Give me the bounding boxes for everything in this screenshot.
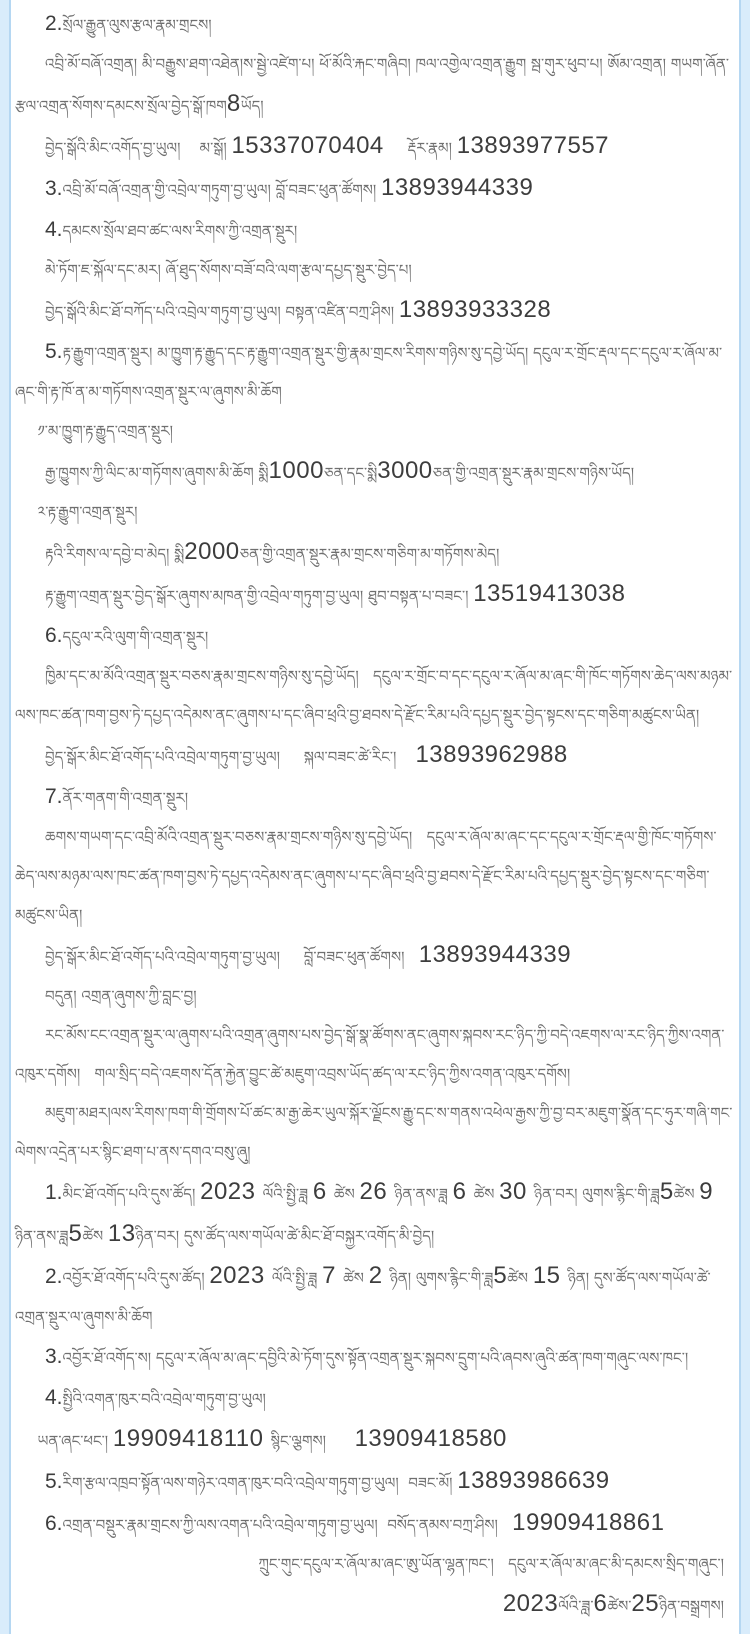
paragraph [15, 332, 734, 412]
tibetan-text-run: འགྲན་བསྡུར་རྣམ་གྲངས་ཀྱི་ལས་འགན་པའི་འབྲེལ་གཏུག་བྱ་ཡུལ། བསོད་ནམས་བཀྲ་ཤིས། [62, 1516, 513, 1534]
paragraph [15, 1503, 734, 1545]
paragraph [15, 977, 734, 1016]
number-run: 13 [107, 1220, 136, 1247]
section-number: 7. [45, 785, 63, 808]
number-run: 9 [699, 1178, 714, 1205]
tibetan-text-run: ༡་མ་ཁྱུག་རྟ་རྒྱུད་འགྲན་སྡུར། [37, 422, 173, 440]
section-number: 4. [45, 1386, 63, 1409]
tibetan-text-run: ཁྱིམ་དང་མ་མོའི་འགྲན་སྡུར་བཅས་རྣམ་གྲངས་གཉིས་སུ་དབྱེ་ཡོད། དངུལ་ར་གྲོང་བ་དང་དངུལ་ར་ཞོལ་མ་ཞང་གི་ཁོང་གཏོགས་ཆེད་ལས་མཉམ་ལས་ཁང་ཚན་ཁག་བྱས་ཏེ་དཔྱད་འདེམས་ནང་ཞུགས་པ་དང་ཞིབ་ཕྲའི་བྱ་ཐབས་དེ་རྫོང་རིམ་པའི་དཔྱད་སྡུར་བྱེད་སྟངས་དང་གཅིག་མཚུངས་ཡིན། [15, 667, 733, 724]
paragraph [15, 735, 734, 777]
number-run: 13893962988 [415, 741, 568, 768]
paragraph [15, 1584, 734, 1626]
paragraph [15, 126, 734, 168]
tibetan-text-run: རིག་རྩལ་འཁྲབ་སྟོན་ལས་གཉེར་འགན་ཁུར་བའི་འབྲེལ་གཏུག་བྱ་ཡུལ། བཟང་མོ། [62, 1474, 458, 1492]
paragraph [15, 1419, 734, 1461]
section-number: 4. [45, 218, 63, 241]
paragraph [15, 818, 734, 935]
tibetan-text-run: ཉིན། དུས་ཚོད་ལས་གཡོལ་ཚེ་འགྲན་སྡུར་ལ་ཞུགས་མི་ཆོག [15, 1269, 711, 1326]
tibetan-text-run: རྟ་རྒྱུག་འགྲན་སྡུར་བྱེད་སྒོར་ཞུགས་མཁན་གྱི་འབྲེལ་གཏུག་བྱ་ཡུལ། ཐུབ་བསྟན་པ་བཟང་། [45, 587, 474, 605]
tibetan-text-run: མེ་ཏོག་ཇ་སྐོལ་དང་མར། ཞོ་ཐུད་སོགས་བཟོ་བའི་ལག་རྩལ་དཔྱད་སྡུར་བྱེད་པ། [45, 261, 412, 279]
number-run: 13893977557 [456, 132, 610, 159]
tibetan-text-run: ཅན་གྱི་འགྲན་སྡུར་རྣམ་གྲངས་གཉིས་ཡོད། [432, 464, 635, 482]
number-run: 13893933328 [398, 296, 552, 323]
section-number: 3. [45, 177, 63, 200]
number-run: 19909418110 [112, 1425, 271, 1452]
paragraph [15, 1378, 734, 1419]
paragraph [15, 251, 734, 290]
number-run: 2023 [209, 1262, 272, 1289]
tibetan-text-run: འབྱོར་ཐོ་འགོད་ས། དངུལ་ར་ཞོལ་མ་ཞང་དབྱིའི་མེ་ཏོག་དུས་སྟོན་འགྲན་སྡུར་སྐབས་དྲུག་པའི་ཞབས་ཞུའི་ཚན་ཁག་གཞུང་ལས་ཁང་། [62, 1349, 689, 1367]
paragraph [15, 290, 734, 332]
paragraph [15, 210, 734, 251]
number-run: 5 [68, 1220, 83, 1247]
page-border-right [739, 0, 750, 1634]
tibetan-text-run: སྲོལ་རྒྱུན་ལུས་རྩལ་རྣམ་གྲངས། [62, 16, 212, 34]
tibetan-text-run: རྡོར་རྣམ། [383, 139, 457, 157]
number-run: 13909418580 [354, 1425, 507, 1452]
number-run: 5 [659, 1178, 674, 1205]
tibetan-text-run: ཉིན་ནས་ཟླ [15, 1227, 69, 1245]
number-run: 19909418861 [512, 1509, 665, 1536]
paragraph [15, 1461, 734, 1503]
tibetan-text-run: རྒྱ་ཁྱུགས་ཀྱི་ལིང་མ་གཏོགས་ཞུགས་མི་ཆོག སྨི [45, 464, 269, 482]
tibetan-text-run: ལོའི་ཟླ་ [558, 1597, 594, 1615]
tibetan-text-run: འབྲི་མོ་བཞོ་འགྲན། མི་བརྒྱུས་ཐག་འཐེན།ས་སྦྱེ་འཛེག་པ། ཕོ་མོའི་རྐང་གཞིབ། ཁལ་འགྱེལ་འགྲན་རྒྱུག སྦ་གུར་ཕུབ་པ། ཨོམ་འགྲན། གཡག་ཞོན་རྩལ་འགྲན་སོགས་དམངས་སྲོལ་བྱེད་སྒོ་ཁག [15, 55, 730, 115]
tibetan-text-run: བྱེད་སྒོའི་མིང་ཐོ་བཀོད་པའི་འབྲེལ་གཏུག་བྱ་ཡུལ། བསྟན་འཛིན་བཀྲ་ཤིས། [45, 303, 399, 321]
tibetan-text-run: མཇུག་མཐར།ལས་རིགས་ཁག་གི་གྲོགས་པོ་ཚང་མ་རྒྱ་ཆེར་ཡུལ་སྐོར་ལྗོངས་རྒྱུ་དང་ས་གནས་འཕེལ་རྒྱས་ཀྱི་བྱ་བར་མཇུག་སྣོན་དང་ཧུར་གཞི་གང་ལེགས་འདྲེན་པར་སྙིང་ཐག་པ་ནས་དགའ་བསུ་ཞུ། [15, 1104, 733, 1161]
paragraph [15, 532, 734, 574]
tibetan-text-run: དངུལ་རའི་ལུག་གི་འགྲན་སྡུར། [62, 628, 209, 646]
tibetan-text-run: ནོར་གནག་གི་འགྲན་སྡུར། [62, 789, 189, 807]
tibetan-text-run: རྟའི་རིགས་ལ་དབྱེ་བ་མེད། སྨི [45, 545, 185, 563]
number-run: 2023 [502, 1590, 559, 1617]
tibetan-text-run: འབྲི་མོ་བཞོ་འགྲན་གྱི་འབྲེལ་གཏུག་བྱ་ཡུལ། བློ་བཟང་ཕུན་ཚོགས། [62, 181, 381, 199]
tibetan-text-run: ཚེས [333, 1185, 360, 1203]
tibetan-text-run: ཉིན་ནས་ཟླ [394, 1185, 453, 1203]
tibetan-text-run: བདུན། འགྲན་ཞུགས་ཀྱི་བླང་བྱ། [45, 987, 197, 1005]
paragraph [15, 4, 734, 45]
tibetan-text-run: ཉིན་བསྒྲགས། [659, 1597, 724, 1615]
number-run: 13893944339 [418, 941, 572, 968]
number-run: 2023 [200, 1178, 263, 1205]
number-run: 25 [631, 1590, 660, 1617]
number-run: 6 [452, 1178, 474, 1205]
number-run: 7 [322, 1262, 344, 1289]
section-number: 5. [45, 340, 63, 363]
number-run: 15 [532, 1262, 568, 1289]
section-number: 6. [45, 624, 63, 647]
tibetan-text-run: ཅན་གྱི་འགྲན་སྡུར་རྣམ་གྲངས་གཅིག་མ་གཏོགས་མེད། [239, 545, 500, 563]
number-run: 2000 [184, 538, 240, 565]
tibetan-text-run: ལོའི་སྤྱི་ཟླ [262, 1185, 313, 1203]
paragraph [15, 574, 734, 616]
section-number: 2. [45, 12, 63, 35]
tibetan-text-run: ཉིན་བར། དུས་ཚོད་ལས་གཡོལ་ཚེ་མིང་ཐོ་བསྐྱར་འགོད་མི་བྱེད། [135, 1227, 435, 1245]
tibetan-text-run: འབྱོར་ཐོ་འགོད་པའི་དུས་ཚོད། [62, 1269, 210, 1287]
number-run: 30 [499, 1178, 535, 1205]
number-run: 8 [226, 90, 241, 117]
number-run: 13893986639 [457, 1467, 610, 1494]
section-number: 3. [45, 1345, 63, 1368]
paragraph [15, 1094, 734, 1172]
tibetan-text-run: བྱེད་སྒོར་མིང་ཐོ་འགོད་པའི་འབྲེལ་གཏུག་བྱ་ཡུལ། བློ་བཟང་ཕུན་ཚོགས། [45, 948, 419, 966]
paragraph [15, 1172, 734, 1256]
tibetan-text-run: ཀྲུང་གུང་དངུལ་ར་ཞོལ་མ་ཞང་ཨུ་ཡོན་ལྷན་ཁང་། དངུལ་ར་ཞོལ་མ་ཞང་མི་དམངས་སྲིད་གཞུང་། [258, 1555, 724, 1573]
paragraph [15, 935, 734, 977]
number-run: 6 [312, 1178, 334, 1205]
tibetan-text-run: ༢་རྟ་རྒྱུག་འགྲན་སྡུར། [37, 503, 138, 521]
paragraph [15, 451, 734, 493]
number-run: 3000 [377, 457, 433, 484]
section-number: 1. [45, 1181, 63, 1204]
tibetan-text-run: ཉིན་བར། ལུགས་རྙིང་གི་ཟླ [534, 1185, 660, 1203]
tibetan-text-run: ཉིན། ལུགས་རྙིང་གི་ཟླ [389, 1269, 494, 1287]
section-number: 2. [45, 1265, 63, 1288]
section-number: 5. [45, 1470, 63, 1493]
tibetan-text-run: བྱེད་སྒོར་མིང་ཐོ་འགོད་པའི་འབྲེལ་གཏུག་བྱ་ཡུལ། སྐལ་བཟང་ཚེ་རིང་། [45, 748, 416, 766]
paragraph [15, 412, 734, 451]
paragraph [15, 45, 734, 126]
tibetan-text-run: ཚེས [673, 1185, 700, 1203]
number-run: 5 [493, 1262, 508, 1289]
tibetan-text-run: མིང་ཐོ་འགོད་པའི་དུས་ཚོད། [62, 1185, 201, 1203]
paragraph [15, 1256, 734, 1337]
tibetan-text-run: ལོའི་སྤྱི་ཟླ [271, 1269, 323, 1287]
tibetan-text-run: སྤྱིའི་འགན་ཁུར་བའི་འབྲེལ་གཏུག་བྱ་ཡུལ། [62, 1390, 266, 1408]
number-run: 13519413038 [473, 580, 626, 607]
number-run: 26 [359, 1178, 395, 1205]
tibetan-text-run: བྱེད་སྒོའི་མིང་འགོད་བྱ་ཡུལ། མ་སྒོ། [45, 139, 232, 157]
section-number: 6. [45, 1512, 63, 1535]
paragraph [15, 1545, 734, 1584]
tibetan-text-run: སྙིང་ལྕགས། [270, 1432, 355, 1450]
paragraph [15, 777, 734, 818]
tibetan-text-run: ཚེས [82, 1227, 108, 1245]
tibetan-text-run: དམངས་སྲོལ་ཐབ་ཚང་ལས་རིགས་ཀྱི་འགྲན་སྡུར། [62, 222, 298, 240]
number-run: 13893944339 [380, 174, 534, 201]
tibetan-text-run: རང་མོས་ངང་འགྲན་སྡུར་ལ་ཞུགས་པའི་འགྲན་ཞུགས་པས་བྱེད་སྒོ་སྣ་ཚོགས་ནང་ཞུགས་སྐབས་རང་ཉིད་ཀྱི་བདེ་འཇགས་ལ་རང་ཉིད་ཀྱིས་འགན་འཁུར་དགོས། གལ་སྲིད་བདེ་འཇགས་དོན་རྐྱེན་བྱུང་ཚེ་མཇུག་འབྲས་ཡོད་ཚད་ལ་རང་ཉིད་ཀྱིས་འགན་འཁུར་དགོས། [15, 1026, 725, 1083]
tibetan-text-run: རྟ་རྒྱུག་འགྲན་སྡུར། མ་ཁྱུག་རྟ་རྒྱུད་དང་རྟ་རྒྱུག་འགྲན་སྡུར་གྱི་རྣམ་གྲངས་རིགས་གཉིས་སུ་དབྱེ་ཡོད། དངུལ་ར་གྲོང་རྡལ་དང་དངུལ་ར་ཞོལ་མ་ཞང་གི་རྟ་ཁོ་ན་མ་གཏོགས་འགྲན་སྡུར་ལ་ཞུགས་མི་ཆོག [15, 344, 723, 401]
paragraph [15, 1016, 734, 1094]
tibetan-text-run: ཡོད། [240, 97, 264, 115]
paragraph [15, 1337, 734, 1378]
number-run: 2 [368, 1262, 390, 1289]
tibetan-text-run: ཅན་དང་སྨི [323, 464, 378, 482]
tibetan-text-run: ཚེས [507, 1269, 533, 1287]
tibetan-text-run: ཚེས [473, 1185, 500, 1203]
paragraph [15, 168, 734, 210]
paragraph [15, 657, 734, 735]
number-run: 15337070404 [231, 132, 384, 159]
number-run: 6 [593, 1590, 608, 1617]
paragraph [15, 493, 734, 532]
tibetan-text-run: ཚེས་ [607, 1597, 632, 1615]
tibetan-text-run: ཆགས་གཡག་དང་འབྲི་མོའི་འགྲན་སྡུར་བཅས་རྣམ་གྲངས་གཉིས་སུ་དབྱེ་ཡོད། དངུལ་ར་ཞོལ་མ་ཞང་དང་དངུལ་ར་གྲོང་རྡལ་གྱི་ཁོང་གཏོགས་ཆེད་ལས་མཉམ་ལས་ཁང་ཚན་ཁག་བྱས་ཏེ་དཔྱད་འདེམས་ནང་ཞུགས་པ་དང་ཞིབ་ཕྲའི་བྱ་ཐབས་དེ་རྫོང་རིམ་པའི་དཔྱད་སྡུར་བྱེད་སྟངས་དང་གཅིག་མཚུངས་ཡིན། [15, 828, 717, 924]
page-border-left [0, 0, 11, 1634]
number-run: 1000 [268, 457, 324, 484]
tibetan-text-run: ཡན་ཞང་ཕང་། [37, 1432, 113, 1450]
tibetan-text-run: ཚེས [343, 1269, 369, 1287]
paragraph [15, 616, 734, 657]
